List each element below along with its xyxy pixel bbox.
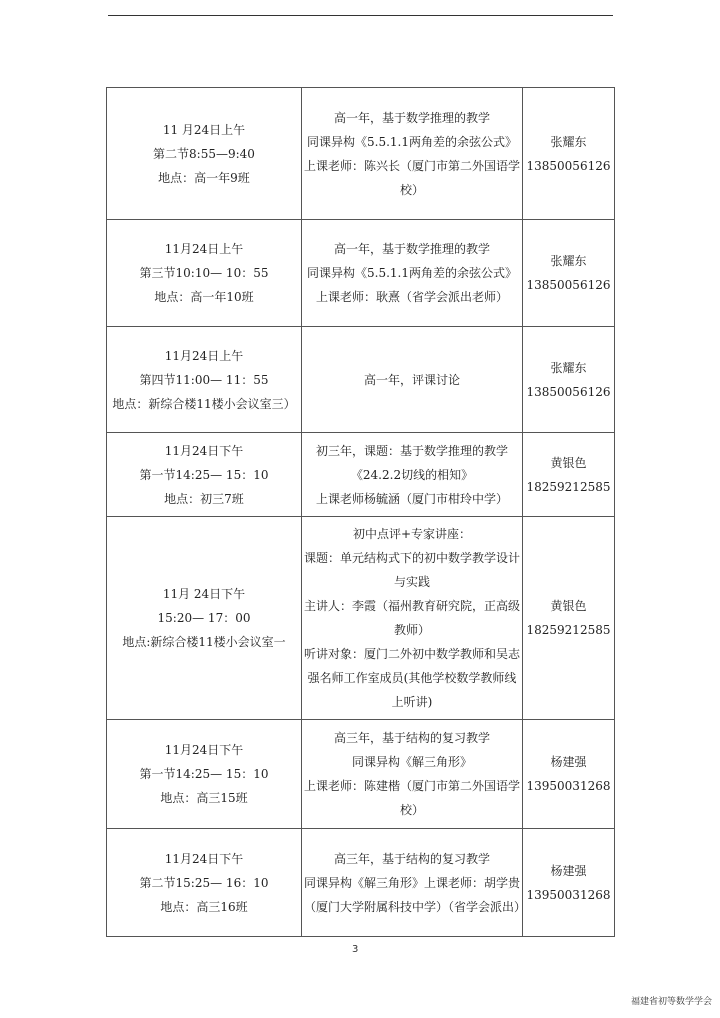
content-cell bbox=[302, 220, 523, 327]
time-cell bbox=[107, 327, 302, 433]
content-cell bbox=[302, 720, 523, 829]
content-line: 《24.2.2切线的相知》 bbox=[350, 467, 474, 482]
content-line: 课题：单元结构式下的初中数学教学设计与实践 bbox=[304, 551, 521, 589]
time-line: 地点：高一年10班 bbox=[154, 290, 254, 304]
time-line: 11月24日下午 bbox=[164, 743, 244, 757]
contact-line: 张耀东 bbox=[550, 254, 587, 268]
time-cell bbox=[107, 829, 302, 937]
contact-line: 13850056126 bbox=[526, 158, 611, 173]
contact-line: 杨建强 bbox=[550, 863, 587, 878]
contact-line: 黄银色 bbox=[550, 455, 587, 470]
time-line: 第二节8:55—9:40 bbox=[153, 146, 255, 161]
time-line: 地点：新综合楼11楼小会议室三） bbox=[112, 396, 296, 411]
time-line: 11月24日上午 bbox=[164, 348, 244, 363]
schedule-table bbox=[106, 87, 615, 937]
contact-cell bbox=[523, 88, 615, 220]
time-line: 11月24日下午 bbox=[164, 443, 244, 458]
content-line: 同课异构《5.5.1.1两角差的余弦公式》 bbox=[307, 134, 517, 149]
time-line: 地点：高一年9班 bbox=[158, 170, 250, 185]
content-line: 同课异构《解三角形》上课老师：胡学贵（厦门大学附属科技中学）（省学会派出） bbox=[304, 875, 527, 914]
content-line: 上课老师：耿熹（省学会派出老师） bbox=[315, 290, 508, 304]
time-line: 第一节14:25— 15：10 bbox=[139, 467, 269, 482]
time-line: 11月24日下午 bbox=[164, 851, 244, 866]
content-line: 听讲对象：厦门二外初中数学教师和吴志强名师工作室成员(其他学校数学教师线上听讲) bbox=[304, 647, 521, 709]
header-rule bbox=[108, 15, 613, 16]
content-line: 上课老师杨毓涵（厦门市柑玲中学） bbox=[315, 491, 508, 506]
time-line: 第一节14:25— 15：10 bbox=[139, 767, 269, 781]
contact-line: 13850056126 bbox=[526, 384, 611, 399]
content-cell bbox=[302, 433, 523, 517]
content-cell bbox=[302, 829, 527, 937]
contact-line: 黄银色 bbox=[550, 599, 587, 613]
contact-line: 13850056126 bbox=[526, 278, 611, 292]
time-line: 11月 24日下午 bbox=[162, 587, 246, 601]
contact-cell bbox=[523, 517, 615, 720]
time-line: 第二节15:25— 16：10 bbox=[139, 875, 269, 890]
content-cell bbox=[302, 517, 523, 720]
time-line: 地点：初三7班 bbox=[164, 491, 244, 506]
time-line: 第四节11:00— 11：55 bbox=[139, 372, 269, 387]
time-line: 地点：高三15班 bbox=[160, 791, 248, 805]
schedule-row bbox=[107, 433, 615, 517]
content-line: 上课老师：陈兴长（厦门市第二外国语学校） bbox=[304, 158, 521, 197]
content-line: 高三年，基于结构的复习教学 bbox=[333, 731, 490, 745]
time-line: 第三节10:10— 10：55 bbox=[139, 266, 269, 280]
content-line: 同课异构《解三角形》 bbox=[351, 755, 472, 769]
contact-cell bbox=[523, 720, 615, 829]
contact-cell bbox=[523, 220, 615, 327]
contact-line: 13950031268 bbox=[526, 779, 611, 793]
page-number: 3 bbox=[352, 944, 359, 955]
content-line: 初三年，课题：基于数学推理的教学 bbox=[315, 443, 508, 458]
time-cell bbox=[107, 433, 302, 517]
time-line: 15:20— 17：00 bbox=[157, 611, 251, 625]
contact-cell bbox=[523, 327, 615, 433]
content-line: 高一年，基于数学推理的教学 bbox=[333, 110, 490, 125]
footer-organization: 福建省初等数学学会 bbox=[630, 997, 712, 1007]
time-line: 11月24日上午 bbox=[164, 242, 244, 256]
schedule-row bbox=[107, 220, 615, 327]
contact-line: 18259212585 bbox=[526, 623, 611, 637]
content-line: 上课老师：陈建楷（厦门市第二外国语学校） bbox=[304, 779, 521, 817]
schedule-row bbox=[107, 829, 615, 937]
schedule-row bbox=[107, 88, 615, 220]
content-line: 高三年，基于结构的复习教学 bbox=[333, 851, 490, 866]
schedule-row bbox=[107, 327, 615, 433]
content-line: 高一年，评课讨论 bbox=[363, 372, 460, 387]
time-line: 地点：高三16班 bbox=[160, 899, 248, 914]
contact-cell bbox=[523, 433, 615, 517]
contact-line: 杨建强 bbox=[550, 755, 587, 769]
time-cell bbox=[107, 88, 302, 220]
time-cell bbox=[107, 220, 302, 327]
content-line: 同课异构《5.5.1.1两角差的余弦公式》 bbox=[307, 266, 517, 280]
content-cell bbox=[302, 327, 523, 433]
contact-cell bbox=[523, 829, 615, 937]
schedule-row bbox=[107, 720, 615, 829]
time-line: 地点:新综合楼11楼小会议室一 bbox=[122, 635, 286, 649]
schedule-row bbox=[107, 517, 615, 720]
content-cell bbox=[302, 88, 523, 220]
content-line: 高一年，基于数学推理的教学 bbox=[333, 242, 490, 256]
time-cell bbox=[107, 720, 302, 829]
time-line: 11 月24日上午 bbox=[162, 122, 246, 137]
contact-line: 张耀东 bbox=[550, 360, 587, 375]
contact-line: 张耀东 bbox=[550, 134, 587, 149]
time-cell bbox=[107, 517, 302, 720]
contact-line: 18259212585 bbox=[526, 479, 611, 494]
content-line: 初中点评+专家讲座： bbox=[352, 527, 472, 541]
content-line: 主讲人：李霞（福州教育研究院，正高级教师） bbox=[304, 599, 521, 637]
contact-line: 13950031268 bbox=[526, 887, 611, 902]
